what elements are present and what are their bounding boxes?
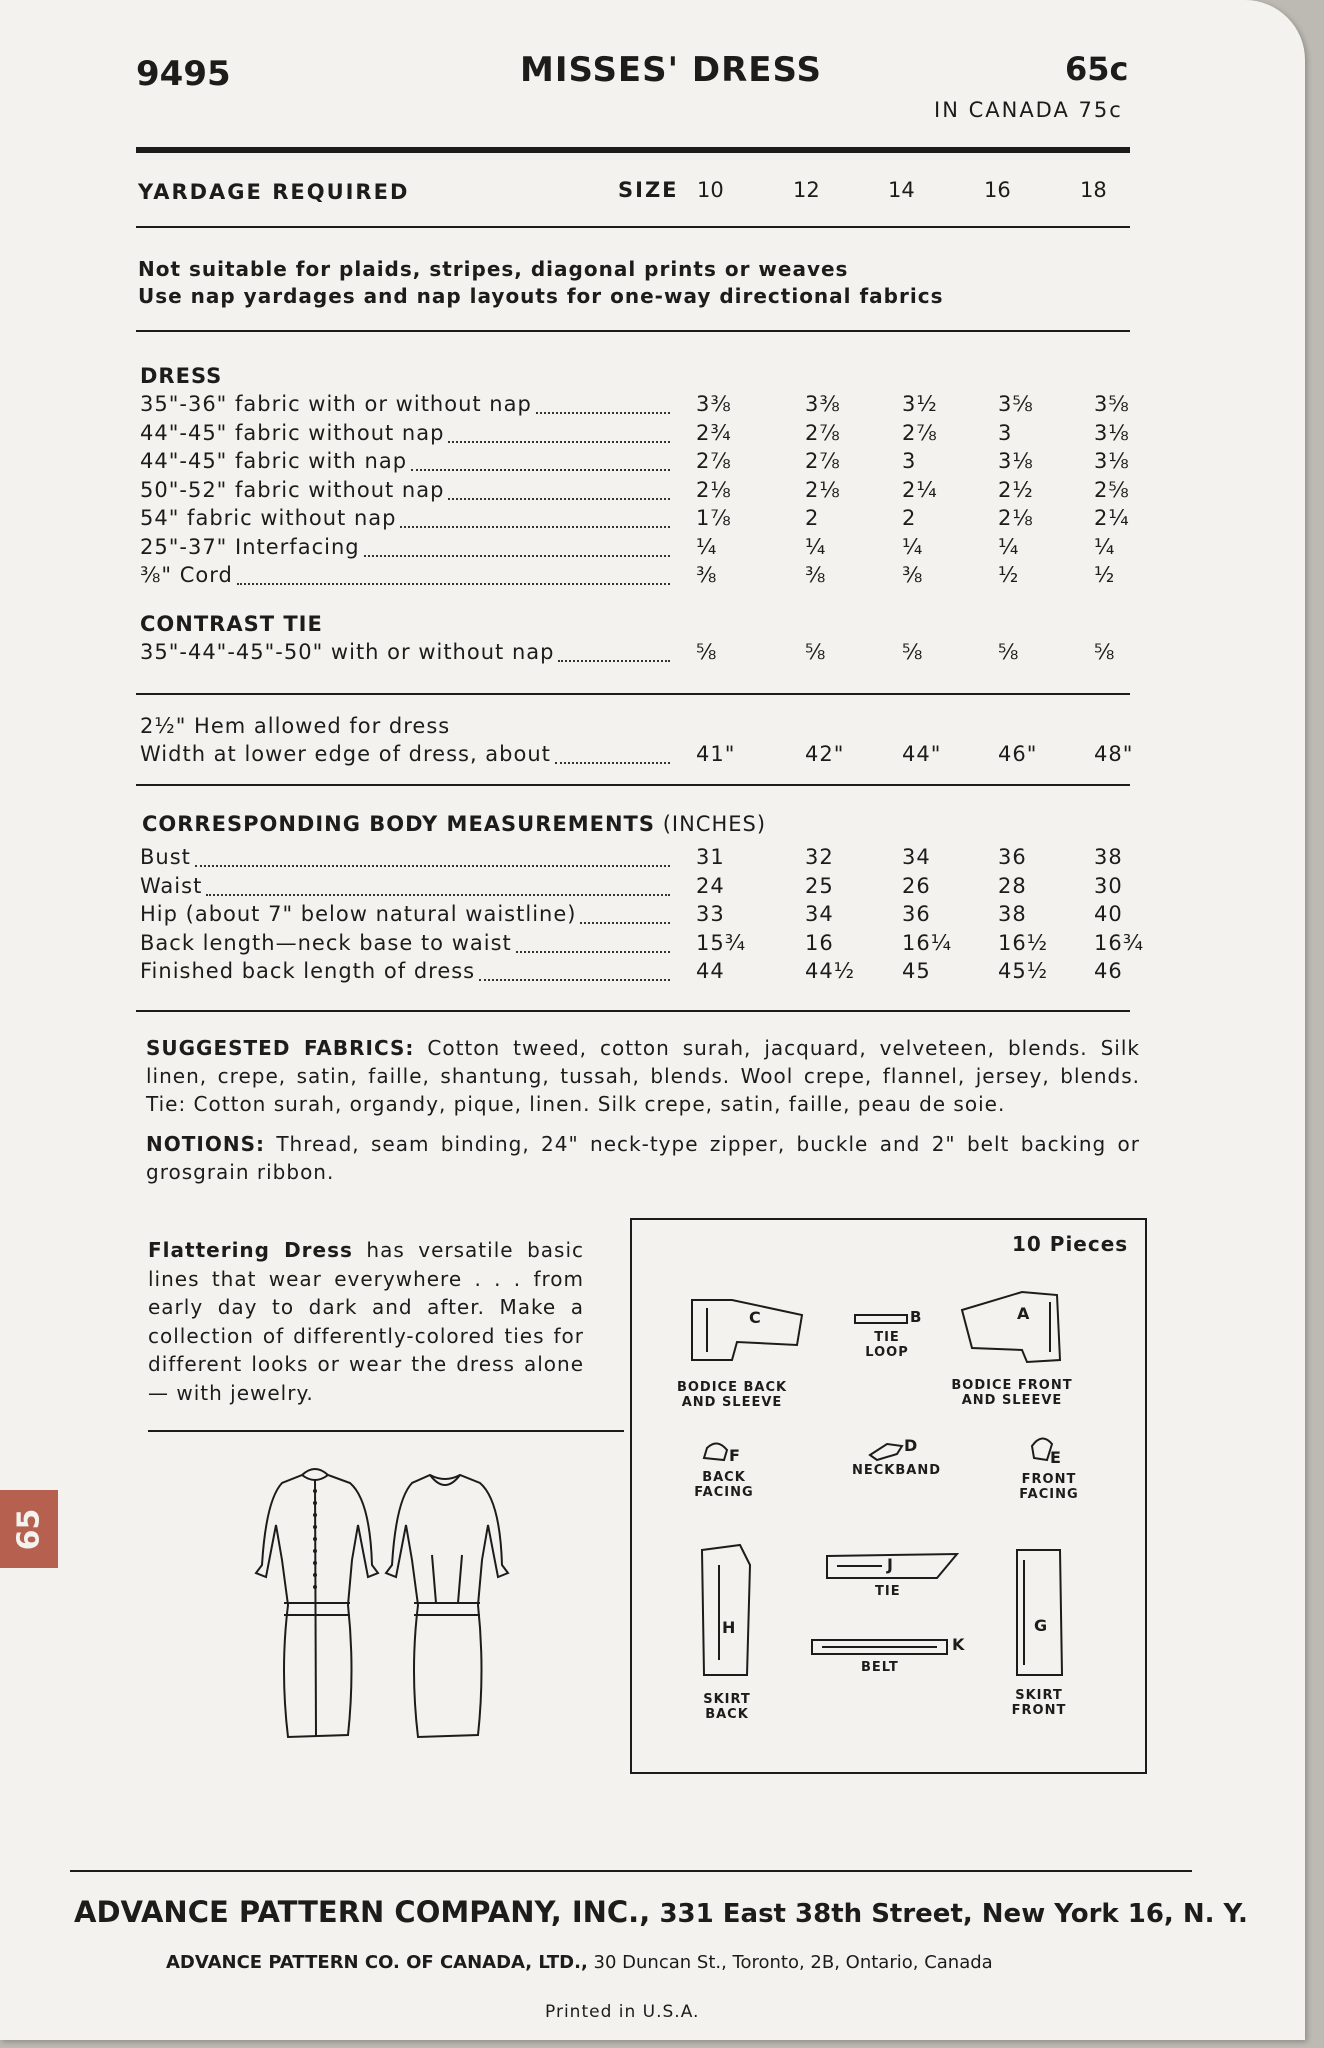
row-value: ½ [1094,563,1116,587]
row-value: 3⅛ [998,449,1034,473]
piece-h-name: SKIRT BACK [703,1692,751,1722]
table-row [140,902,1140,930]
row-value: 3⅝ [1094,392,1130,416]
row-value: ½ [998,563,1020,587]
row-value: 2½ [998,477,1034,502]
row-value: 2 [902,506,917,530]
row-value: 2⅞ [902,420,938,445]
piece-a-letter: A [1017,1304,1031,1323]
notions [146,1130,1140,1186]
row-value: ⅝ [805,640,827,664]
description-text: has versatile basic lines that wear everywhere . . . from early day to dark and after. Make a collection of differently-colored ties for different looks or wear the dress alone — with jewelry. [148,1238,584,1405]
fabrics-text: Cotton tweed, cotton surah, jacquard, velveteen, blends. Silk linen, crepe, satin, faille, shantung, tussah, blends. Wool crepe, flannel, jersey, blends. Tie: Cotton surah, organdy, pique, linen. Silk crepe, satin, faille, peau de soie. [146,1036,1141,1116]
row-value: 3⅛ [1094,449,1130,473]
piece-k-letter: K [952,1635,966,1654]
table-row [140,874,1140,902]
row-label: 44"-45" fabric with nap [140,449,408,473]
dot-leader [580,922,670,924]
row-label: Waist [140,873,203,898]
footer-canada-line [166,1952,993,1973]
table-row [140,449,1140,477]
notions-text: Thread, seam binding, 24" neck-type zipper, buckle and 2" belt backing or grosgrain ribbon. [146,1132,1140,1184]
row-value: ⅝ [1094,640,1116,664]
row-value: 3⅝ [998,392,1034,416]
rule [136,693,1130,695]
piece-f-shape [704,1443,727,1460]
row-value: 16 [805,930,834,955]
row-value: 30 [1094,873,1123,898]
row-value: 28 [998,873,1027,898]
row-value: ¼ [998,534,1020,559]
piece-f-name: BACK FACING [694,1470,754,1500]
dot-leader [479,979,670,981]
price: 65c [1065,50,1129,88]
row-value: ¼ [805,534,827,559]
row-value: 36 [998,845,1027,869]
yardage-heading: YARDAGE REQUIRED [138,180,410,204]
dot-leader [516,951,670,953]
size-16: 16 [984,178,1011,202]
row-value: 34 [902,845,931,869]
rule [148,1430,624,1432]
piece-h-shape [702,1545,750,1675]
row-value: ⅜ [696,563,718,587]
row-label: 35"-36" fabric with or without nap [140,392,532,416]
row-value: 44" [902,742,942,766]
row-value: ⅜ [805,563,827,587]
row-value: 25 [805,873,834,898]
row-value: 40 [1094,902,1123,926]
header-rule [136,147,1130,153]
row-label: Width at lower edge of dress, about [140,742,551,766]
row-value: 44½ [805,959,856,983]
piece-a-shape [962,1292,1060,1362]
size-18: 18 [1080,178,1107,202]
dot-leader [558,660,670,662]
piece-d-name: NECKBAND [852,1463,942,1478]
row-label: 35"-44"-45"-50" with or without nap [140,640,555,664]
fabrics-label: SUGGESTED FABRICS: [146,1036,415,1060]
piece-b-name: TIE LOOP [865,1330,909,1360]
row-value: ⅝ [998,640,1020,664]
size-label: SIZE [618,178,679,202]
dot-leader [448,441,670,443]
note-nap: Use nap yardages and nap layouts for one-way directional fabrics [138,284,944,308]
table-row [140,930,1145,959]
row-value: 15¾ [696,930,747,955]
dot-leader [195,865,670,867]
row-label: 54" fabric without nap [140,506,397,530]
row-value: 33 [696,902,725,926]
table-row [140,535,1140,563]
note-plaids: Not suitable for plaids, stripes, diagonal prints or weaves [138,257,849,281]
dress-back-illustration [240,1455,520,1755]
row-label: 44"-45" fabric without nap [140,420,445,445]
row-value: 2⅛ [696,477,732,502]
rule [136,226,1130,228]
size-10: 10 [697,178,724,202]
body-heading-unit: (INCHES) [662,812,767,836]
dot-leader [400,526,670,528]
row-value: 32 [805,845,834,869]
row-value: 38 [998,902,1027,926]
piece-e-letter: E [1050,1448,1062,1467]
notions-label: NOTIONS: [146,1132,265,1156]
price-canada: IN CANADA 75c [934,98,1123,122]
row-value: ⅝ [696,640,718,664]
row-value: 16½ [998,930,1049,955]
piece-c-shape [692,1300,802,1360]
row-value: 26 [902,873,931,898]
row-value: 2¼ [1094,506,1130,530]
piece-d-shape [870,1444,902,1460]
row-value: 2⅞ [805,449,841,473]
piece-g-letter: G [1034,1616,1049,1635]
row-value: 3⅛ [1094,420,1130,445]
pieces-count: 10 Pieces [1012,1232,1129,1256]
pattern-pieces-box [630,1218,1147,1774]
description [148,1236,584,1407]
row-value: ¼ [1094,534,1116,559]
dot-leader [448,498,670,500]
row-value: 16¾ [1094,930,1145,955]
dot-leader [237,583,670,585]
dot-leader [364,555,670,557]
row-label: Bust [140,845,191,869]
size-12: 12 [793,178,820,202]
row-value: 2 [805,506,820,530]
row-value: 2⅝ [1094,477,1130,502]
row-value: 3 [998,420,1013,445]
suggested-fabrics [146,1034,1140,1118]
body-heading-text: CORRESPONDING BODY MEASUREMENTS [142,812,655,836]
row-value: 2⅛ [805,477,841,502]
row-label: Hip (about 7" below natural waistline) [140,902,577,926]
piece-e-name: FRONT FACING [1019,1472,1079,1502]
row-value: 36 [902,902,931,926]
piece-j-name: TIE [875,1584,901,1599]
pattern-number: 9495 [136,54,231,94]
side-tab-text: 65 [11,1508,47,1550]
footer-rule [70,1870,1192,1872]
dress-heading: DRESS [140,364,223,388]
description-lead: Flattering Dress [148,1238,353,1262]
dot-leader [536,412,670,414]
piece-k-name: BELT [861,1660,899,1675]
row-value: ¼ [902,534,924,559]
row-value: 1⅞ [696,506,732,530]
piece-h-letter: H [722,1618,737,1637]
pattern-title: MISSES' DRESS [520,50,822,90]
row-value: ⅜ [902,563,924,587]
row-value: 48" [1094,742,1134,766]
row-value: 2⅛ [998,506,1034,530]
dot-leader [206,894,670,896]
table-row [140,959,1140,987]
row-value: 44 [696,959,725,983]
row-value: 2¼ [902,477,938,502]
rule [136,784,1130,786]
row-value: 3 [902,449,917,473]
size-14: 14 [888,178,915,202]
body-heading [142,812,766,836]
row-value: 45 [902,959,931,983]
piece-c-name: BODICE BACK AND SLEEVE [676,1380,788,1410]
row-value: 2¾ [696,420,732,445]
row-label: 50"-52" fabric without nap [140,477,445,502]
row-label: Finished back length of dress [140,959,476,983]
row-value: 3⅜ [696,392,732,416]
piece-a-name: BODICE FRONT AND SLEEVE [951,1378,1073,1408]
table-row [140,742,1140,770]
footer-company-line [74,1895,1248,1929]
table-row [140,506,1140,534]
row-value: 45½ [998,959,1049,983]
row-value: 16¼ [902,930,953,955]
rule [136,1010,1130,1012]
table-row [140,421,1140,449]
row-value: ⅝ [902,640,924,664]
hem-note: 2½" Hem allowed for dress [140,714,451,738]
row-value: 46 [1094,959,1123,983]
piece-e-shape [1032,1438,1052,1460]
piece-b-shape [855,1315,907,1323]
dot-leader [555,762,670,764]
dot-leader [411,469,670,471]
row-value: 3⅜ [805,392,841,416]
rule [136,330,1130,332]
row-label: Back length—neck base to waist [140,930,512,955]
contrast-heading: CONTRAST TIE [140,612,323,636]
row-label: ⅜" Cord [140,563,233,587]
row-label: 25"-37" Interfacing [140,534,360,559]
footer-address: 331 East 38th Street, New York 16, N. Y. [659,1899,1248,1929]
row-value: 24 [696,873,725,898]
row-value: ¼ [696,534,718,559]
piece-b-letter: B [910,1308,923,1326]
piece-c-letter: C [749,1308,762,1327]
row-value: 3½ [902,392,938,416]
row-value: 34 [805,902,834,926]
footer-canada-company: ADVANCE PATTERN CO. OF CANADA, LTD., [166,1952,588,1973]
footer-canada-address: 30 Duncan St., Toronto, 2B, Ontario, Canada [593,1952,993,1973]
table-row [140,478,1140,506]
footer-company: ADVANCE PATTERN COMPANY, INC., [74,1895,651,1929]
row-value: 38 [1094,845,1123,869]
table-row [140,563,1140,591]
table-row [140,392,1140,420]
printed-in: Printed in U.S.A. [545,2002,700,2022]
row-value: 2⅞ [696,449,732,473]
piece-g-name: SKIRT FRONT [1011,1688,1067,1718]
row-value: 31 [696,845,725,869]
row-value: 42" [805,742,845,766]
table-row [140,640,1140,668]
row-value: 41" [696,742,736,766]
piece-j-letter: J [887,1555,894,1574]
row-value: 2⅞ [805,420,841,445]
table-row [140,845,1140,873]
row-value: 46" [998,742,1038,766]
piece-d-letter: D [904,1436,919,1455]
side-tab [0,1490,58,1568]
piece-f-letter: F [729,1446,741,1465]
